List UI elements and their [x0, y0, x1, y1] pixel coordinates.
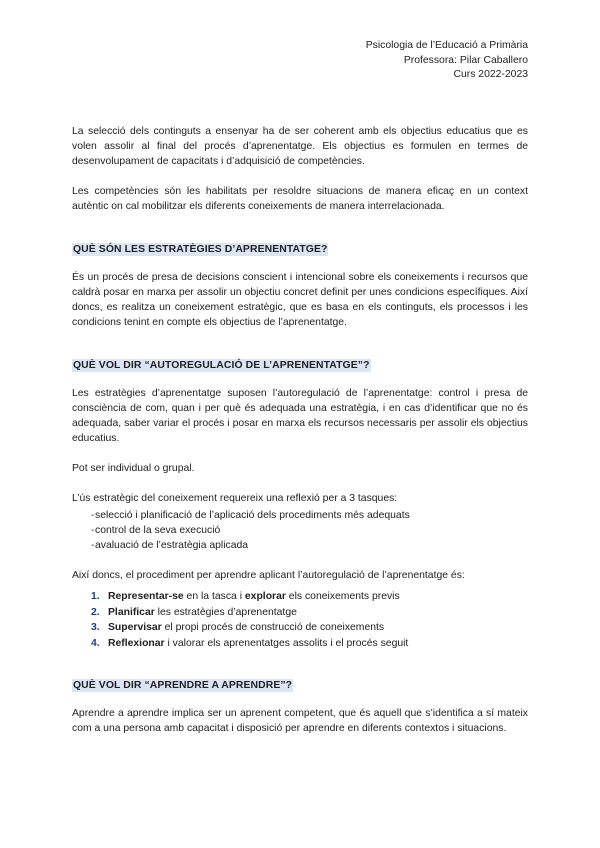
section-heading-self-regulation: QUÈ VOL DIR “AUTOREGULACIÓ DE L’APRENENTATGE”? [73, 360, 370, 371]
self-regulation-paragraph: Les estratègies d’aprenentatge suposen l’autoregulació de l’aprenentatge: control i presa de consciència de com, quan i per què és adequada una estratègia, i en cas d’identificar que no és adequada, saber variar el procés i posar en marxa els recursos necessaris per assolir els objectius educatius. [72, 388, 528, 444]
list-item: 2. Planificar les estratègies d’aprenentatge [91, 606, 297, 618]
course-title: Psicologia de l’Educació a Primària [365, 40, 528, 51]
tasks-list [72, 508, 528, 553]
list-item: - control de la seva execució [91, 525, 221, 536]
intro-paragraph-1: La selecció dels continguts a ensenyar ha de ser coherent amb els objectius educatius que es volen assolir al final del procés d’aprenentatge. Els objectius es formulen en termes de desenvolupament de capacitats i d’adquisició de competències. [72, 126, 528, 167]
list-item: - selecció i planificació de l’aplicació dels procediments més adequats [91, 510, 410, 521]
section-self-regulation [72, 359, 528, 651]
list-item: - avaluació de l’estratègia aplicada [91, 540, 249, 551]
list-item: 3. Supervisar el propi procés de construcció de coneixements [91, 622, 385, 633]
strategies-paragraph: És un procés de presa de decisions conscient i intencional sobre els coneixements i recursos que caldrà posar en marxa per assolir un objectiu concret definit per unes condicions específiques. Així doncs, es realitza un coneixement estratègic, que es basa en els continguts, els processos i les condicions tenint en compte els objectius de l’aprenentatge. [72, 272, 528, 328]
procedure-intro: Així doncs, el procediment per aprendre aplicant l’autoregulació de l’aprenentatge és: [72, 570, 465, 581]
page-header [366, 39, 528, 83]
document-body [72, 124, 528, 736]
learning-to-learn-paragraph: Aprendre a aprendre implica ser un aprenent competent, que és aquell que s’identifica a sí mateix com a una persona amb capacitat i disposició per aprendre en diferents contextos i situacions. [72, 708, 528, 734]
list-item: 4. Reflexionar i valorar els aprenentatges assolits i el procés seguit [91, 637, 409, 649]
procedure-steps [72, 589, 528, 651]
list-item: 1. Representar-se en la tasca i explorar els coneixements previs [91, 591, 400, 602]
section-heading-learning-to-learn: QUÈ VOL DIR “APRENDRE A APRENDRE”? [73, 680, 293, 691]
teacher-name: Professora: Pilar Caballero [403, 54, 528, 66]
individual-group-note: Pot ser individual o grupal. [72, 463, 195, 474]
section-strategies [72, 243, 528, 330]
section-heading-strategies: QUÈ SÓN LES ESTRATÈGIES D’APRENENTATGE? [73, 244, 328, 255]
tasks-intro: L’ús estratègic del coneixement requereix una reflexió per a 3 tasques: [72, 493, 398, 504]
course-year: Curs 2022-2023 [453, 69, 528, 80]
section-learning-to-learn [72, 679, 528, 736]
intro-paragraph-2: Les competències són les habilitats per resoldre situacions de manera eficaç en un context autèntic on cal mobilitzar els diferents coneixements de manera interrelacionada. [72, 186, 528, 212]
